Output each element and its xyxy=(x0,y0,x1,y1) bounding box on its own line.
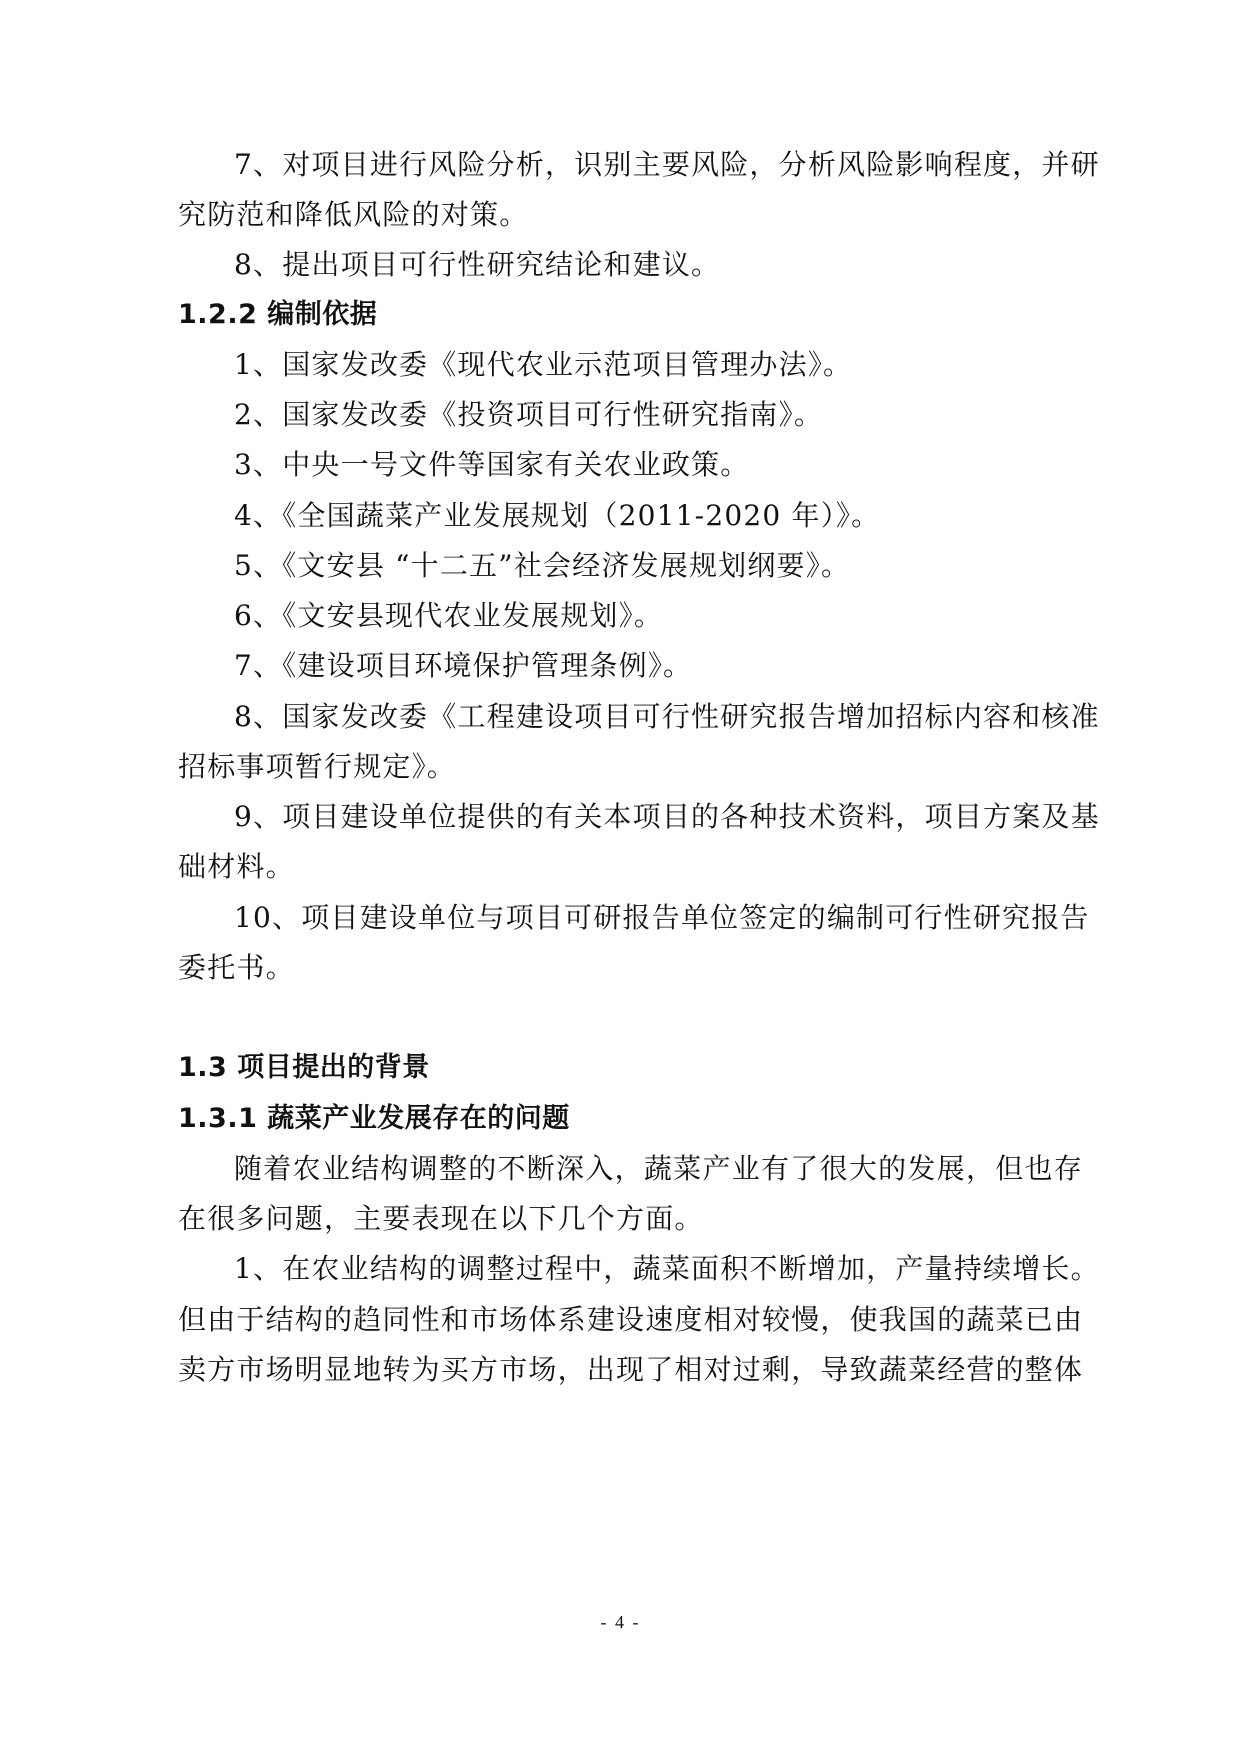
list-item: 4、《全国蔬菜产业发展规划（2011-2020 年）》。 xyxy=(234,499,881,532)
list-item: 7、《建设项目环境保护管理条例》。 xyxy=(234,649,693,682)
paragraph-line: 但由于结构的趋同性和市场体系建设速度相对较慢，使我国的蔬菜已由 xyxy=(178,1303,1084,1336)
list-item: 8、国家发改委《工程建设项目可行性研究报告增加招标内容和核准 xyxy=(234,700,1100,733)
section-heading-1-2-2: 1.2.2 编制依据 xyxy=(178,299,378,330)
section-heading-1-3-1: 1.3.1 蔬菜产业发展存在的问题 xyxy=(178,1103,570,1134)
page-number: - 4 - xyxy=(600,1612,641,1632)
list-item: 9、项目建设单位提供的有关本项目的各种技术资料，项目方案及基 xyxy=(234,800,1100,833)
list-item-continuation: 础材料。 xyxy=(178,850,295,883)
list-item: 1、国家发改委《现代农业示范项目管理办法》。 xyxy=(234,348,853,381)
list-item-continuation: 招标事项暂行规定》。 xyxy=(178,750,457,783)
list-item: 3、中央一号文件等国家有关农业政策。 xyxy=(234,448,750,481)
list-item: 10、项目建设单位与项目可研报告单位签定的编制可行性研究报告 xyxy=(234,901,1090,934)
paragraph-line: 7、对项目进行风险分析，识别主要风险，分析风险影响程度，并研 xyxy=(234,148,1100,181)
paragraph-line: 究防范和降低风险的对策。 xyxy=(178,198,529,231)
paragraph-line: 随着农业结构调整的不断深入，蔬菜产业有了很大的发展，但也存 xyxy=(234,1152,1083,1185)
paragraph-line: 8、提出项目可行性研究结论和建议。 xyxy=(234,248,721,281)
list-item-continuation: 委托书。 xyxy=(178,951,295,984)
section-heading-1-3: 1.3 项目提出的背景 xyxy=(178,1052,430,1083)
list-item: 6、《文安县现代农业发展规划》。 xyxy=(234,599,664,632)
paragraph-line: 卖方市场明显地转为买方市场，出现了相对过剩，导致蔬菜经营的整体 xyxy=(178,1353,1084,1386)
paragraph-line: 1、在农业结构的调整过程中，蔬菜面积不断增加，产量持续增长。 xyxy=(234,1252,1100,1285)
list-item: 5、《文安县 “十二五”社会经济发展规划纲要》。 xyxy=(234,549,851,582)
paragraph-line: 在很多问题，主要表现在以下几个方面。 xyxy=(178,1202,704,1235)
list-item: 2、国家发改委《投资项目可行性研究指南》。 xyxy=(234,398,824,431)
